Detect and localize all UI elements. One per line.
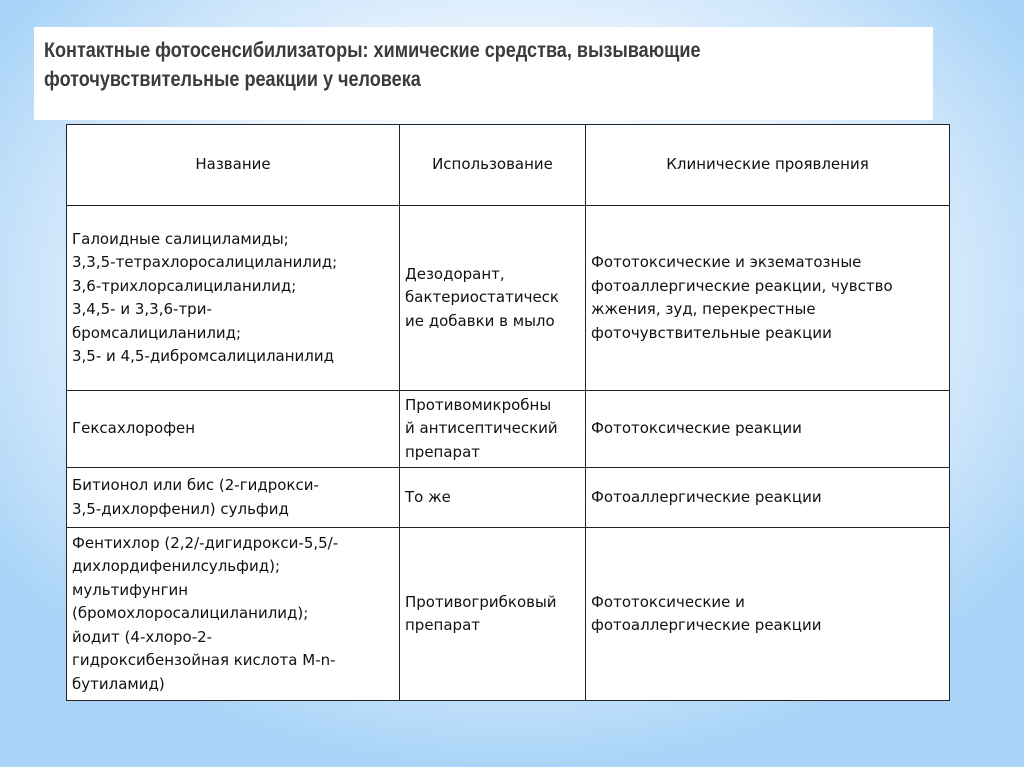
table-row xyxy=(67,468,950,528)
slide-title xyxy=(44,36,990,94)
cell-line: Фототоксические и xyxy=(591,592,745,611)
cell-clinic xyxy=(586,391,950,468)
cell-line: 3,6-трихлорсалициланилид; xyxy=(72,276,297,295)
cell-line: фотоаллергические реакции, чувство xyxy=(591,276,893,295)
title-box xyxy=(34,27,933,120)
title-line: фоточувствительные реакции у человека xyxy=(44,68,421,91)
cell-line: бутиламид) xyxy=(72,674,165,693)
cell-line: 3,5- и 4,5-дибромсалициланилид xyxy=(72,347,334,365)
cell-use xyxy=(400,206,586,391)
cell-line: 3,3,5-тетрахлоросалициланилид; xyxy=(72,253,338,271)
cell-line: Фототоксические реакции xyxy=(591,419,802,438)
cell-line: препарат xyxy=(405,442,481,461)
cell-line: Фототоксические и экзематозные xyxy=(591,253,862,271)
cell-line: й антисептический xyxy=(405,419,558,438)
cell-line: дихлордифенилсульфид); xyxy=(72,557,281,576)
cell-use xyxy=(400,528,586,701)
cell-line: Гексахлорофен xyxy=(72,419,196,438)
cell-line: фоточувствительные реакции xyxy=(591,323,832,342)
cell-line: Галоидные салициламиды; xyxy=(72,229,289,248)
header-clinic: Клинические проявления xyxy=(586,125,950,206)
cell-line: 3,4,5- и 3,3,6-три- xyxy=(72,300,212,318)
cell-line: бромсалициланилид; xyxy=(72,323,242,342)
table-row xyxy=(67,528,950,701)
header-use: Использование xyxy=(400,125,586,206)
cell-line: препарат xyxy=(405,616,481,634)
cell-use xyxy=(400,468,586,528)
cell-line: Битионол или бис (2-гидрокси- xyxy=(72,476,319,494)
table-header-row xyxy=(67,125,950,206)
cell-use xyxy=(400,391,586,468)
cell-line: гидроксибензойная кислота М-n- xyxy=(72,651,336,670)
cell-line: Противомикробны xyxy=(405,395,552,414)
photosensitizers-table xyxy=(66,124,950,701)
cell-clinic xyxy=(586,206,950,391)
cell-line: фотоаллергические реакции xyxy=(591,616,822,634)
cell-name xyxy=(67,528,400,701)
cell-name xyxy=(67,468,400,528)
cell-line: мультифунгин xyxy=(72,580,189,599)
cell-name xyxy=(67,206,400,391)
title-line: Контактные фотосенсибилизаторы: химические средства, вызывающие xyxy=(44,39,701,62)
cell-line: Противогрибковый xyxy=(405,592,557,611)
cell-line: То же xyxy=(405,487,451,506)
cell-line: 3,5-дихлорфенил) сульфид xyxy=(72,499,289,518)
cell-line: йодит (4-хлоро-2- xyxy=(72,627,213,646)
cell-line: Фотоаллергические реакции xyxy=(591,487,822,506)
cell-clinic xyxy=(586,468,950,528)
table-row xyxy=(67,206,950,391)
cell-line: жжения, зуд, перекрестные xyxy=(591,300,816,318)
cell-line: Дезодорант, xyxy=(405,264,505,283)
cell-name xyxy=(67,391,400,468)
header-name: Название xyxy=(67,125,400,206)
cell-line: Фентихлор (2,2/-дигидрокси-5,5/- xyxy=(72,533,339,552)
cell-clinic xyxy=(586,528,950,701)
cell-line: ие добавки в мыло xyxy=(405,311,555,330)
cell-line: бактериостатическ xyxy=(405,288,559,307)
cell-line: (бромохлоросалициланилид); xyxy=(72,604,309,623)
table-row xyxy=(67,391,950,468)
